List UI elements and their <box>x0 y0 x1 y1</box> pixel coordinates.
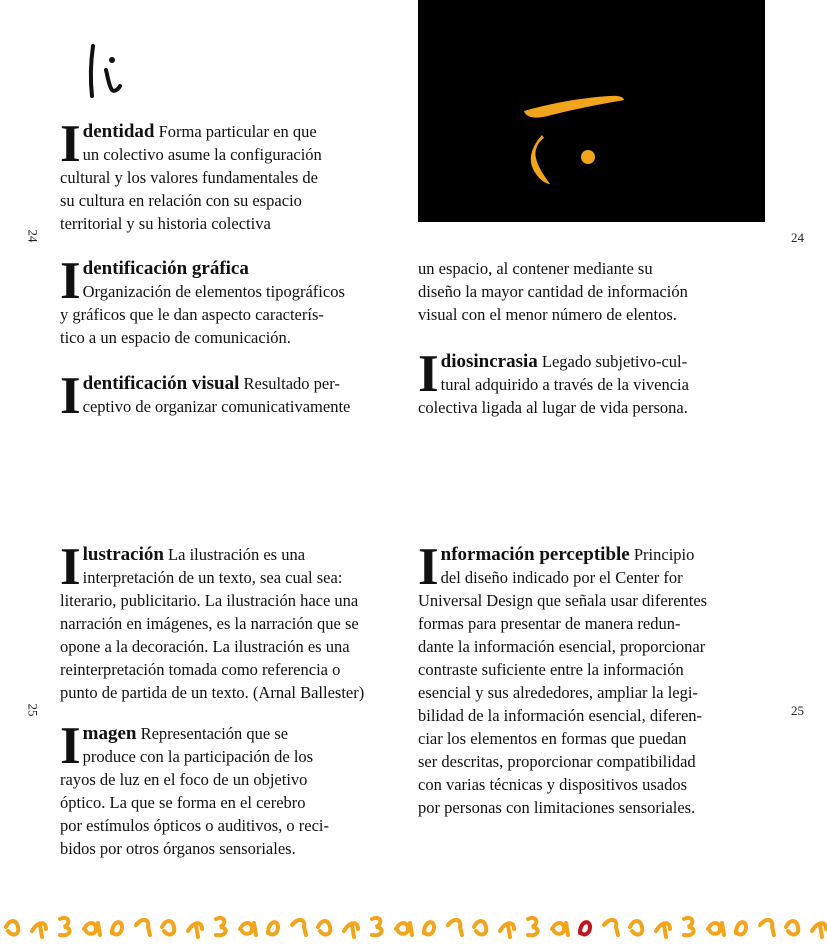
ornament-glyph <box>216 918 226 935</box>
orange-calligraphic-i-icon <box>418 0 765 222</box>
definition-line: por estímulos ópticos o auditivos, o reci- <box>60 816 330 835</box>
definition-line: dante la información esencial, proporcionar <box>418 637 706 656</box>
term-title: dentificación gráfica <box>82 258 249 279</box>
ornament-glyph <box>162 921 174 934</box>
ornament-glyph <box>760 920 774 935</box>
definition-line: ser descritas, proporcionar compatibilidad <box>418 752 696 771</box>
ornament-glyph <box>372 918 382 935</box>
definition-line: Legado subjetivo-cul- <box>537 352 688 371</box>
entry-idiosincrasia <box>418 345 689 419</box>
ornament-glyph <box>188 923 202 937</box>
page-number-left-bottom: 25 <box>25 703 41 717</box>
definition-line: narración en imágenes, es la narración que se <box>60 614 359 633</box>
ornament-glyph <box>474 921 486 934</box>
ornament-glyph <box>240 923 256 935</box>
definition-line: rayos de luz en el foco de un objetivo <box>60 770 308 789</box>
definition-line: con varias técnicas y dispositivos usados <box>418 775 687 794</box>
definition-line: contraste suficiente entre la información <box>418 660 684 679</box>
calligraphic-i-logo-icon <box>82 38 132 100</box>
drop-cap: I <box>418 345 439 403</box>
term-title: diosincrasia <box>440 351 538 372</box>
ornament-glyph <box>448 920 462 935</box>
drop-cap: I <box>60 115 81 173</box>
feature-image <box>418 0 765 222</box>
definition-line: reinterpretación tomada como referencia o <box>60 660 341 679</box>
definition-line: literario, publicitario. La ilustración hace una <box>60 591 359 610</box>
ornament-glyph <box>6 921 18 934</box>
ornament-glyph <box>812 923 826 937</box>
ornament-glyph <box>580 922 590 934</box>
definition-line: punto de partida de un texto. (Arnal Ballester) <box>60 683 365 702</box>
entry-informacion-perceptible <box>418 538 708 819</box>
ornament-glyph <box>552 923 568 935</box>
definition-line: colectiva ligada al lugar de vida persona. <box>418 398 688 417</box>
ornament-glyph <box>424 922 434 934</box>
ornament-glyph <box>292 920 306 935</box>
ornament-glyph <box>736 922 746 934</box>
definition-line: Representación que se <box>136 724 289 743</box>
definition-line: cultural y los valores fundamentales de <box>60 168 318 187</box>
ornament-glyph <box>708 923 724 935</box>
term-title: nformación perceptible <box>440 544 630 565</box>
page-number-left-top: 24 <box>25 229 41 243</box>
drop-cap: I <box>60 367 81 425</box>
definition-line: produce con la participación de los <box>82 747 314 766</box>
term-title: dentificación visual <box>82 373 240 394</box>
definition-line: por personas con limitaciones sensoriales. <box>418 798 696 817</box>
definition-line: ceptivo de organizar comunicativamente <box>82 397 351 416</box>
entry-identidad <box>60 115 322 235</box>
ornament-glyph <box>318 921 330 934</box>
definition-line: un colectivo asume la configuración <box>82 145 322 164</box>
term-title: magen <box>82 723 137 744</box>
definition-line: visual con el menor número de elentos. <box>418 305 677 324</box>
ornament-glyph <box>84 923 100 935</box>
definition-line: esencial y sus alrededores, ampliar la legi- <box>418 683 698 702</box>
ornament-glyph <box>656 923 670 937</box>
definition-line: formas para presentar de manera redun- <box>418 614 681 633</box>
ornament-glyph <box>112 922 122 934</box>
definition-line: diseño la mayor cantidad de información <box>418 282 688 301</box>
definition-line: tico a un espacio de comunicación. <box>60 328 291 347</box>
ornament-glyph <box>60 918 70 935</box>
definition-line: interpretación de un texto, sea cual sea: <box>82 568 343 587</box>
page-number-right-bottom: 25 <box>791 703 804 718</box>
definition-line: y gráficos que le dan aspecto caracterís- <box>60 305 324 324</box>
drop-cap: I <box>60 538 81 596</box>
definition-line: Universal Design que señala usar diferentes <box>418 591 708 610</box>
definition-line: óptico. La que se forma en el cerebro <box>60 793 306 812</box>
definition-line: bidos por otros órganos sensoriales. <box>60 839 296 858</box>
drop-cap: I <box>418 538 439 596</box>
ornament-glyph <box>604 920 618 935</box>
definition-line: Forma particular en que <box>154 122 317 141</box>
definition-line: del diseño indicado por el Center for <box>440 568 683 587</box>
entry-ilustracion <box>60 538 365 704</box>
definition-line: Resultado per- <box>239 374 340 393</box>
definition-line: territorial y su historia colectiva <box>60 214 271 233</box>
definition-line: Principio <box>629 545 695 564</box>
ornament-glyph <box>630 921 642 934</box>
definition-line: opone a la decoración. La ilustración es una <box>60 637 350 656</box>
definition-line: Organización de elementos tipográficos <box>82 282 345 301</box>
term-title: lustración <box>82 544 164 565</box>
page-number-right-top: 24 <box>791 230 804 245</box>
definition-line: La ilustración es una <box>163 545 306 564</box>
entry-identificacion-grafica <box>60 252 345 349</box>
drop-cap: I <box>60 252 81 310</box>
definition-line: un espacio, al contener mediante su <box>418 259 653 278</box>
calligraphic-ornament-border-icon <box>0 905 827 945</box>
ornament-glyph <box>396 923 412 935</box>
drop-cap: I <box>60 717 81 775</box>
ornament-glyph <box>32 923 46 937</box>
ornament-glyph <box>684 918 694 935</box>
entry-identificacion-visual <box>60 367 351 425</box>
definition-line: ciar los elementos en formas que puedan <box>418 729 687 748</box>
ornament-glyph <box>500 923 514 937</box>
ornament-glyph <box>528 918 538 935</box>
definition-line: su cultura en relación con su espacio <box>60 191 302 210</box>
definition-line: tural adquirido a través de la vivencia <box>440 375 689 394</box>
ornament-glyph <box>344 923 358 937</box>
ornament-glyph <box>786 921 798 934</box>
entry-imagen <box>60 717 330 860</box>
term-title: dentidad <box>82 121 155 142</box>
ornament-glyph <box>268 922 278 934</box>
entry-identificacion-visual-continued <box>418 257 688 326</box>
ornament-glyph <box>136 920 150 935</box>
definition-line: bilidad de la información esencial, diferen- <box>418 706 703 725</box>
